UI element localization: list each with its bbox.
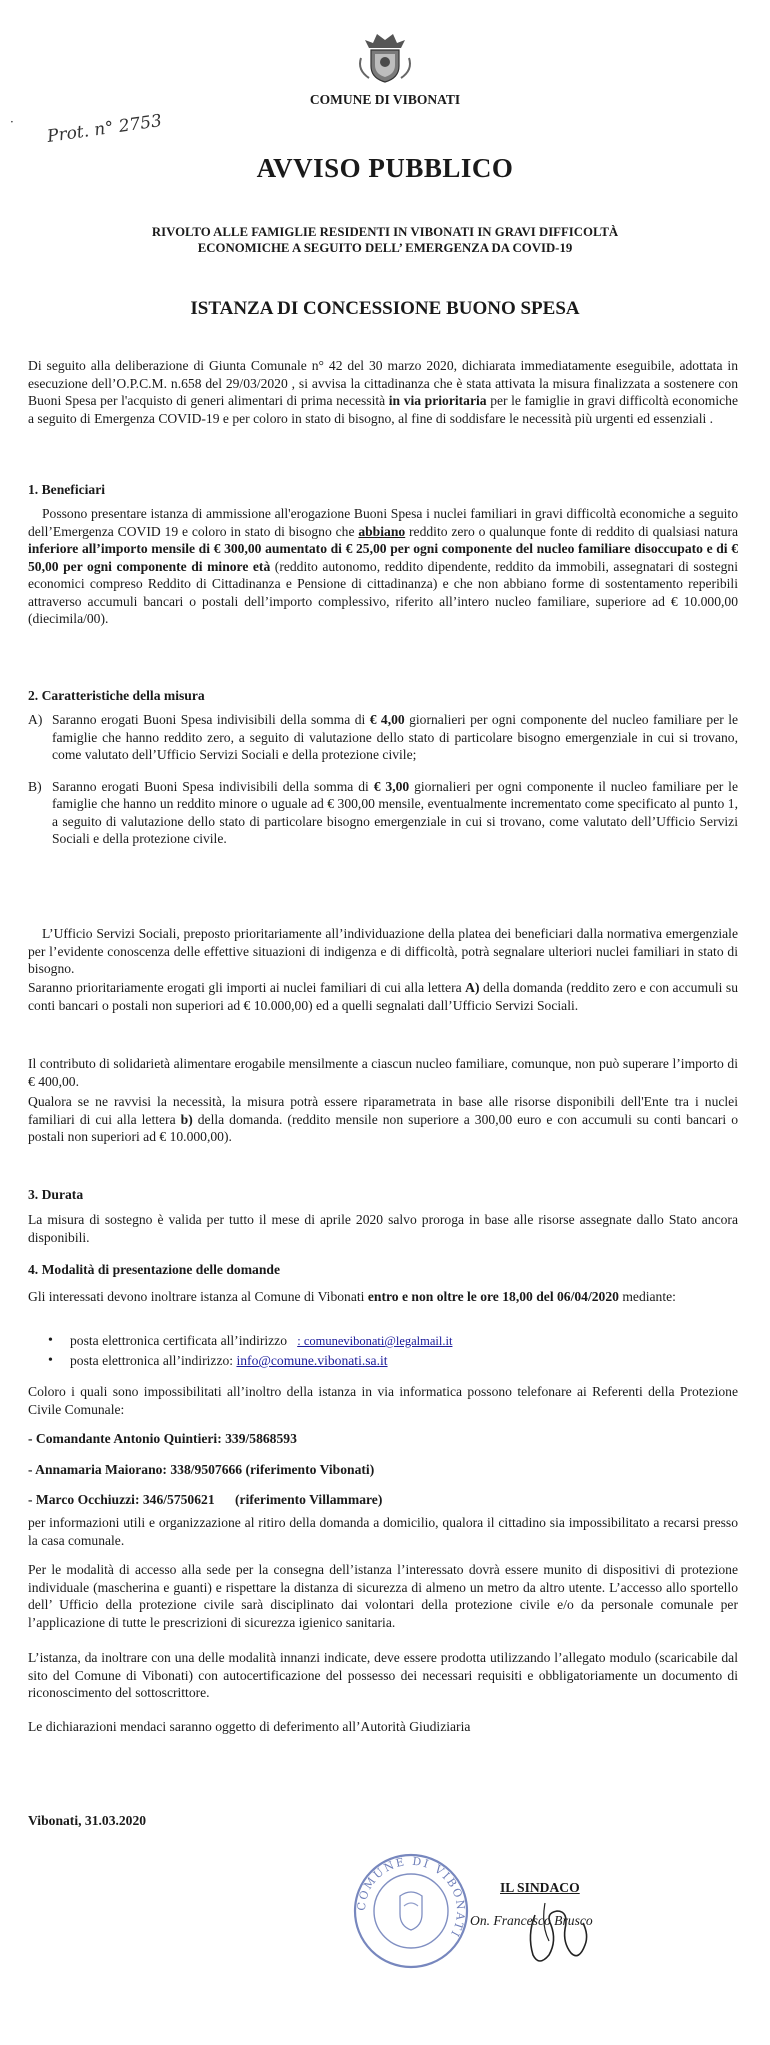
info-email-link[interactable]: info@comune.vibonati.sa.it: [236, 1353, 388, 1368]
list-item-b: B) Saranno erogati Buoni Spesa indivisibili della somma di € 3,00 giornalieri per ogni componente il nucleo familiare per le famiglie che hanno un reddito minore o uguale ad € 300,00 mensile, eventualmente incrementato come specificato al punto 1, a seguito di valutazione dello stato di particolare bisogno emergenziale in cui si trovano, come valutato dell’Ufficio Servizi Sociali e della protezione civile.: [28, 778, 738, 846]
pec-list-item: • posta elettronica certificata all’indirizzo : comunevibonati@legalmail.it: [48, 1331, 728, 1351]
section-1-title: 1. Beneficiari: [28, 482, 106, 497]
list-marker-b: B): [28, 778, 42, 794]
social-services-paragraph: L’Ufficio Servizi Sociali, preposto prioritariamente all’individuazione della platea dei beneficiari dalla normativa emergenziale per l’evidente conoscenza delle effettive situazioni di indigenza e di difficoltà, potrà segnalare ulteriori nuclei familiari in stato di bisogno.: [28, 926, 738, 976]
list-marker-a: A): [28, 712, 43, 727]
reparametrization-paragraph: Qualora se ne ravvisi la necessità, la misura potrà essere riparametrata in base alle risorse disponibili dell'Ente tra i nuclei familiari di cui alla lettera b) della domanda. (reddito mensile non superiore a 300,00 euro e con accumuli su conti bancari o postali non superiori ad € 10.000,00).: [28, 1094, 738, 1144]
priority-paragraph: Saranno prioritariamente erogati gli importi ai nuclei familiari di cui alla lettera A) della domanda (reddito zero e con accumuli su conti bancari o postali non superiori ad € 10.000,00) ed a quelli segnalati dall’Ufficio Servizi Sociali.: [28, 980, 739, 1013]
section-2-list: [28, 711, 738, 848]
submission-channels-list: [48, 1331, 728, 1370]
page-title: AVVISO PUBBLICO: [256, 153, 514, 183]
section-3-title: 3. Durata: [28, 1187, 84, 1202]
municipality-name: COMUNE DI VIBONATI: [309, 92, 461, 107]
section-4-paragraph: Gli interessati devono inoltrare istanza al Comune di Vibonati entro e non oltre le ore 18,00 del 06/04/2020 mediante:: [28, 1289, 676, 1304]
place-date: Vibonati, 31.03.2020: [28, 1813, 147, 1828]
signatory-name: On. Francesco Brusco: [470, 1913, 593, 1928]
contact-occhiuzzi: - Marco Occhiuzzi: 346/5750621 (riferimento Villammare): [28, 1492, 383, 1507]
subtitle: [0, 224, 770, 256]
subtitle-line-1: RIVOLTO ALLE FAMIGLIE RESIDENTI IN VIBONATI IN GRAVI DIFFICOLTÀ: [151, 225, 619, 239]
svg-text:COMUNE DI VIBONATI: [355, 1855, 468, 1941]
stamp-text: COMUNE DI VIBONATI: [354, 1854, 468, 1941]
section-1-paragraph: Possono presentare istanza di ammissione all'erogazione Buoni Spesa i nuclei familiari in gravi difficoltà economiche a seguito dell’Emergenza COVID 19 e coloro in stato di bisogno che abbiano reddito zero o qualunque fonte di reddito di qualsiasi natura inferiore all’importo mensile di € 300,00 aumentato di € 25,00 per ogni componente del nucleo familiare disoccupato e di € 50,00 per ogni componente di minore età (reddito autonomo, reddito dipendente, reddito da immobili, assegnatari di sostegni economici compreso Reddito di Cittadinanza e Pensione di cittadinanza) e che non abbiano forme di sostentamento reperibili attraverso accumuli bancari o postali dell’importo complessivo, riferito all’intero nucleo familiare, superiore ad € 10.000,00 (diecimila/00).: [28, 506, 739, 626]
contact-maiorano: - Annamaria Maiorano: 338/9507666 (riferimento Vibonati): [28, 1462, 375, 1477]
section-3-paragraph: La misura di sostegno è valida per tutto il mese di aprile 2020 salvo proroga in base alle risorse assegnate dallo Stato ancora disponibili.: [28, 1212, 738, 1245]
contribution-paragraph: Il contributo di solidarietà alimentare erogabile mensilmente a ciascun nucleo familiare, comunque, non può superare l’importo di € 400,00.: [28, 1056, 738, 1089]
access-paragraph: Per le modalità di accesso alla sede per la consegna dell’istanza l’interessato dovrà essere munito di dispositivi di protezione individuale (mascherina e guanti) e rispettare la distanza di sicurezza di almeno un metro da altro utente. L’accesso allo sportello dell’ Ufficio della protezione civile sarà disciplinato dai volontari della protezione civile e/o da personale comunale per l’applicazione di tutte le prescrizioni di sicurezza igienico sanitaria.: [28, 1562, 738, 1630]
phone-intro-paragraph: Coloro i quali sono impossibilitati all’inoltro della istanza in via informatica possono telefonare ai Referenti della Protezione Civile Comunale:: [28, 1384, 738, 1417]
contact-quintieri: - Comandante Antonio Quintieri: 339/5868593: [28, 1431, 297, 1446]
intro-paragraph: Di seguito alla deliberazione di Giunta Comunale n° 42 del 30 marzo 2020, dichiarata immediatamente eseguibile, adottata in esecuzione dell’O.P.C.M. n.658 del 29/03/2020 , si avvisa la cittadinanza che è stata attivata la misura finalizzata a sostenere con Buoni Spesa per l'acquisto di generi alimentari di prima necessità in via prioritaria per le famiglie in gravi difficoltà economiche a seguito di Emergenza COVID-19 e per coloro in stato di bisogno, al fine di soddisfare le necessità più urgenti ed essenziali .: [28, 358, 738, 426]
official-stamp-icon: [350, 1850, 472, 1972]
info-paragraph: per informazioni utili e organizzazione al ritiro della domanda a domicilio, qualora il cittadino sia impossibilitato a recarsi presso la casa comunale.: [28, 1515, 738, 1548]
handwritten-protocol-text: Prot. n° 2753: [45, 111, 164, 147]
email-list-item: • posta elettronica all’indirizzo: info@comune.vibonati.sa.it: [48, 1351, 728, 1370]
section-4-title: 4. Modalità di presentazione delle domande: [28, 1262, 280, 1277]
subtitle-line-2: ECONOMICHE A SEGUITO DELL’ EMERGENZA DA COVID-19: [197, 241, 573, 255]
document-heading: ISTANZA DI CONCESSIONE BUONO SPESA: [190, 298, 580, 319]
handwritten-signature: [505, 1895, 615, 1975]
pec-email-link[interactable]: : comunevibonati@legalmail.it: [297, 1334, 453, 1348]
list-item-a: A) Saranno erogati Buoni Spesa indivisibili della somma di € 4,00 giornalieri per ogni componente del nucleo familiare per le famiglie che hanno reddito zero, a seguito di valutazione dello stato di particolare bisogno emergenziale in cui si trovano, come valutato dell’Ufficio Servizi Sociali e della protezione civile;: [28, 712, 739, 762]
signatory-title: IL SINDACO: [500, 1880, 580, 1895]
false-declarations-paragraph: Le dichiarazioni mendaci saranno oggetto di deferimento all’Autorità Giudiziaria: [28, 1719, 471, 1734]
coat-of-arms-icon: [355, 28, 415, 84]
instance-paragraph: L’istanza, da inoltrare con una delle modalità innanzi indicate, deve essere prodotta utilizzando l’allegato modulo (scaricabile dal sito del Comune di Vibonati) con autocertificazione del possesso dei necessari requisiti e obbligatoriamente un documento di riconoscimento del sottoscrittore.: [28, 1650, 738, 1700]
section-2-title: 2. Caratteristiche della misura: [28, 688, 205, 703]
svg-text:·: ·: [10, 115, 14, 129]
